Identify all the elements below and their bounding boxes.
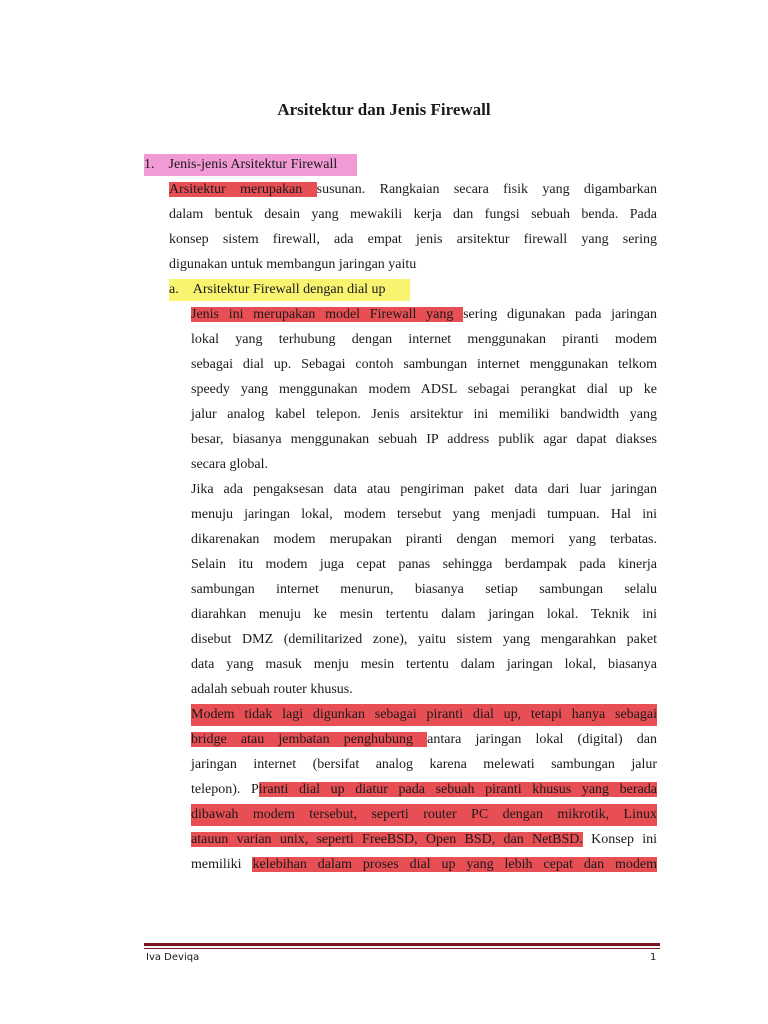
section-title: Jenis-jenis Arsitektur Firewall (168, 157, 338, 172)
highlight-text: Arsitektur merupakan (169, 182, 317, 197)
text-span: telepon). P (191, 782, 259, 797)
page-title: Arsitektur dan Jenis Firewall (277, 100, 491, 119)
subsection-heading (169, 279, 410, 301)
page-number: 1 (650, 952, 657, 963)
intro-line-4: digunakan untuk membangun jaringan yaitu (169, 257, 417, 272)
p3-line-4 (191, 779, 657, 801)
p1-line-4: speedy yang menggunakan modem ADSL sebagai perangkat dial up ke (191, 382, 657, 397)
p2-line-8: data yang masuk menju mesin tertentu dalam jaringan lokal, biasanya (191, 657, 657, 672)
footer-rule (144, 943, 660, 946)
text-span: Konsep ini (582, 832, 657, 847)
highlight-text: kelebihan dalam proses dial up yang lebih cepat dan modem (252, 857, 657, 872)
p1-line-3: sebagai dial up. Sebagai contoh sambungan internet menggunakan telkom (191, 357, 657, 372)
p3-line-5: dibawah modem tersebut, seperti router PC dengan mikrotik, Linux (191, 804, 657, 826)
p2-line-1: Jika ada pengaksesan data atau pengiriman paket data dari luar jaringan (191, 482, 657, 497)
p1-line-6: besar, biasanya menggunakan sebuah IP address publik agar dapat diakses (191, 432, 657, 447)
section-number: 1. (144, 157, 155, 172)
p2-line-3: dikarenakan modem merupakan piranti dengan memori yang terbatas. (191, 532, 657, 547)
p3-line-3: jaringan internet (bersifat analog karena melewati sambungan jalur (191, 757, 657, 772)
footer-author: Iva Deviqa (146, 952, 200, 963)
p2-line-9: adalah sebuah router khusus. (191, 682, 353, 697)
p2-line-5: sambungan internet menurun, biasanya setiap sambungan selalu (191, 582, 657, 597)
highlight-text: iranti dial up diatur pada sebuah piranti khusus yang berada (258, 782, 657, 797)
section-heading (144, 154, 357, 176)
subsection-title: Arsitektur Firewall dengan dial up (192, 282, 386, 297)
highlight-text: atauun varian unix, seperti FreeBSD, Open BSD, dan NetBSD. (191, 832, 583, 847)
p1-line-5: jalur analog kabel telepon. Jenis arsitektur ini memiliki bandwidth yang (191, 407, 657, 422)
p3-line-6 (191, 829, 657, 851)
subsection-letter: a. (169, 282, 179, 297)
p2-line-6: diarahkan menuju ke mesin tertentu dalam jaringan lokal. Teknik ini (191, 607, 657, 622)
p1-line-7: secara global. (191, 457, 268, 472)
highlight-text: bridge atau jembatan penghubung (191, 732, 428, 747)
intro-line-2: dalam bentuk desain yang mewakili kerja dan fungsi sebuah benda. Pada (169, 207, 657, 222)
p3-line-1: Modem tidak lagi digunkan sebagai piranti dial up, tetapi hanya sebagai (191, 704, 657, 726)
text-span: susunan. Rangkaian secara fisik yang digambarkan (316, 182, 657, 197)
text-span: sering digunakan pada jaringan (463, 307, 657, 322)
p2-line-7: disebut DMZ (demilitarized zone), yaitu sistem yang mengarahkan paket (191, 632, 657, 647)
intro-line-3: konsep sistem firewall, ada empat jenis arsitektur firewall yang sering (169, 232, 657, 247)
p1-line-2: lokal yang terhubung dengan internet menggunakan piranti modem (191, 332, 657, 347)
p2-line-2: menuju jaringan lokal, modem tersebut yang menjadi tumpuan. Hal ini (191, 507, 657, 522)
p3-line-2 (191, 729, 657, 751)
p3-line-7 (191, 854, 657, 876)
text-span: memiliki (191, 857, 253, 872)
highlight-text: Jenis ini merupakan model Firewall yang (191, 307, 464, 322)
p2-line-4: Selain itu modem juga cepat panas sehingga berdampak pada kinerja (191, 557, 657, 572)
p1-line-1 (191, 304, 657, 326)
footer-rule-thin (144, 948, 660, 949)
intro-line-1 (169, 179, 657, 201)
text-span: antara jaringan lokal (digital) dan (427, 732, 657, 747)
